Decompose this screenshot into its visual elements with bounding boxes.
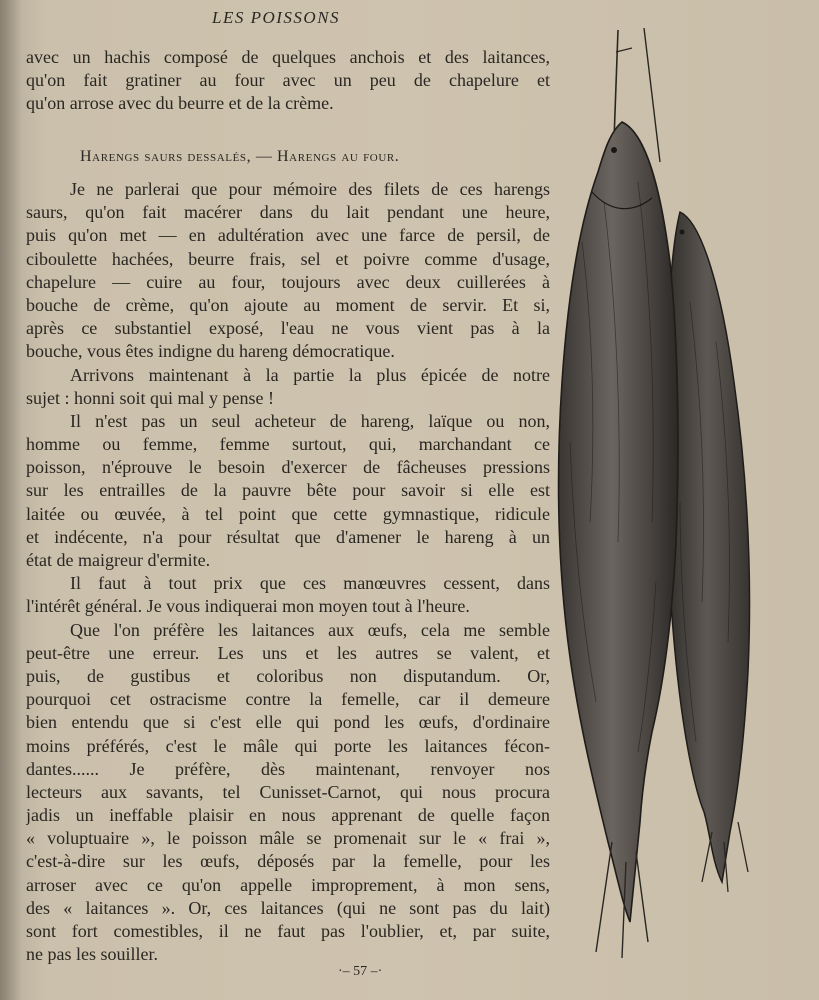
- herring-right: [665, 212, 749, 882]
- text-line: sur les entrailles de la pauvre bête pour savoir si elle est: [26, 480, 550, 501]
- text-line: moins préférés, c'est le mâle qui porte les laitances fécon-: [26, 735, 550, 756]
- page-number: ·– 57 –·: [338, 964, 383, 979]
- text-line: dantes...... Je préfère, dès maintenant, renvoyer nos: [26, 758, 550, 779]
- text-line: bouche de crème, qu'on ajoute au moment de servir. Et si,: [26, 294, 550, 315]
- text-line: des « laitances ». Or, ces laitances (qui ne sont pas du lait): [26, 897, 550, 918]
- text-line: jadis un ineffable plaisir en nous apprenant de quelle façon: [26, 805, 550, 826]
- text-line: bien entendu que si c'est elle qui pond les œufs, d'ordinaire: [26, 712, 550, 733]
- text-line: qu'on arrose avec du beurre et de la crème.: [26, 93, 334, 114]
- text-line: après ce substantiel exposé, l'eau ne vous vient pas à la: [26, 318, 550, 339]
- text-line: peut-être une erreur. Les uns et les autres se valent, et: [26, 642, 550, 663]
- text-line: sujet : honni soit qui mal y pense !: [26, 387, 274, 408]
- running-head: LES POISSONS: [212, 8, 341, 27]
- text-line: « voluptuaire », le poisson mâle se promenait sur le « frai »,: [26, 828, 550, 849]
- intro-paragraph: [26, 46, 550, 116]
- text-line: Il faut à tout prix que ces manœuvres cessent, dans: [70, 573, 550, 594]
- page-gutter-shadow: [0, 0, 22, 1000]
- body-text: [26, 178, 550, 966]
- text-line: Arrivons maintenant à la partie la plus épicée de notre: [70, 364, 550, 385]
- hanging-string: [644, 28, 660, 162]
- text-line: l'intérêt général. Je vous indiquerai mon moyen tout à l'heure.: [26, 596, 470, 617]
- text-line: Que l'on préfère les laitances aux œufs, cela me semble: [70, 619, 550, 640]
- text-line: laitée ou œuvée, à tel point que cette gymnastique, ridicule: [26, 503, 550, 524]
- text-line: saurs, qu'on fait macérer dans du lait pendant une heure,: [26, 202, 550, 223]
- text-line: état de maigreur d'ermite.: [26, 550, 211, 570]
- text-line: Il n'est pas un seul acheteur de hareng, laïque ou non,: [70, 410, 550, 431]
- text-line: poisson, n'éprouve le besoin d'exercer de fâcheuses pressions: [26, 457, 550, 478]
- text-line: chapelure — cuire au four, toujours avec deux cuillerées à: [26, 271, 550, 292]
- hanging-herrings-illustration: [552, 22, 802, 962]
- text-line: et indécente, n'a pour résultat que d'amener le hareng à un: [26, 526, 550, 547]
- hanging-string: [614, 30, 618, 140]
- text-line: arroser avec ce qu'on appelle improprement, à mon sens,: [26, 874, 550, 895]
- text-line: homme ou femme, femme surtout, qui, marchandant ce: [26, 434, 550, 455]
- text-line: pourquoi cet ostracisme contre la femelle, car il demeure: [26, 689, 550, 710]
- text-line: ciboulette hachées, beurre frais, sel et poivre comme d'usage,: [26, 248, 550, 269]
- text-line: c'est-à-dire sur les œufs, déposés par la femelle, pour les: [26, 851, 550, 872]
- text-line: puis, de gustibus et coloribus non disputandum. Or,: [26, 665, 550, 686]
- text-line: Je ne parlerai que pour mémoire des filets de ces harengs: [70, 179, 550, 199]
- text-line: qu'on fait gratiner au four avec un peu de chapelure et: [26, 70, 550, 91]
- text-line: lecteurs aux savants, tel Cunisset-Carnot, qui nous procura: [26, 781, 550, 802]
- text-line: sont fort comestibles, il ne faut pas l'oublier, et, par suite,: [26, 921, 550, 941]
- text-line: ne pas les souiller.: [26, 944, 158, 965]
- text-line: puis qu'on met — en adultération avec une farce de persil, de: [26, 225, 550, 246]
- text-line: bouche, vous êtes indigne du hareng démocratique.: [26, 341, 395, 362]
- page-number-value: 57: [353, 964, 368, 979]
- section-heading: Harengs saurs dessalés, — Harengs au four.: [80, 148, 400, 165]
- text-line: avec un hachis composé de quelques anchois et des laitances,: [26, 47, 550, 67]
